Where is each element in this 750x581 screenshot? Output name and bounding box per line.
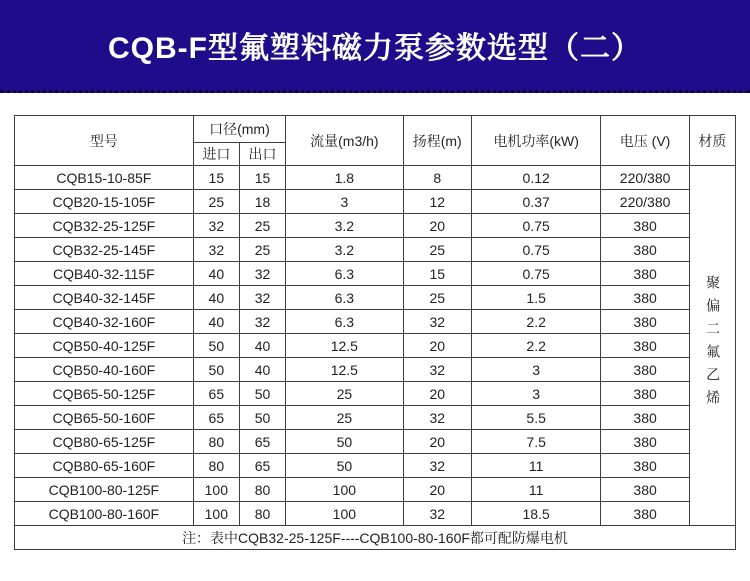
cell-head: 20 [403,214,471,238]
cell-power: 2.2 [471,310,601,334]
cell-model: CQB50-40-125F [15,334,194,358]
cell-voltage: 380 [601,238,689,262]
cell-head: 32 [403,502,471,526]
cell-power: 3 [471,382,601,406]
cell-inlet: 32 [193,214,239,238]
cell-head: 32 [403,358,471,382]
cell-outlet: 50 [239,406,285,430]
cell-head: 25 [403,286,471,310]
cell-outlet: 25 [239,214,285,238]
cell-model: CQB15-10-85F [15,166,194,190]
table-row [15,310,736,334]
table-row [15,166,736,190]
cell-voltage: 380 [601,310,689,334]
cell-head: 20 [403,382,471,406]
cell-flow: 100 [286,502,403,526]
cell-flow: 25 [286,382,403,406]
cell-power: 0.75 [471,262,601,286]
cell-inlet: 40 [193,286,239,310]
cell-head: 8 [403,166,471,190]
cell-model: CQB80-65-125F [15,430,194,454]
table-row [15,190,736,214]
cell-voltage: 380 [601,478,689,502]
cell-head: 20 [403,334,471,358]
cell-outlet: 80 [239,478,285,502]
cell-power: 5.5 [471,406,601,430]
cell-voltage: 380 [601,406,689,430]
table-note: 注：表中CQB32-25-125F----CQB100-80-160F都可配防爆电机 [15,526,736,550]
cell-inlet: 50 [193,334,239,358]
cell-inlet: 65 [193,406,239,430]
cell-power: 11 [471,454,601,478]
page-title: CQB-F型氟塑料磁力泵参数选型（二） [108,32,642,65]
cell-outlet: 32 [239,262,285,286]
cell-model: CQB32-25-125F [15,214,194,238]
cell-model: CQB40-32-145F [15,286,194,310]
table-row [15,478,736,502]
cell-outlet: 15 [239,166,285,190]
cell-inlet: 65 [193,382,239,406]
cell-flow: 6.3 [286,262,403,286]
cell-inlet: 25 [193,190,239,214]
cell-inlet: 40 [193,262,239,286]
col-header-inlet: 进口 [193,143,239,166]
table-row [15,406,736,430]
cell-head: 32 [403,406,471,430]
cell-head: 20 [403,478,471,502]
table-row [15,286,736,310]
cell-flow: 50 [286,454,403,478]
cell-outlet: 25 [239,238,285,262]
cell-model: CQB40-32-115F [15,262,194,286]
cell-flow: 12.5 [286,334,403,358]
cell-voltage: 220/380 [601,190,689,214]
col-header-head: 扬程(m) [403,116,471,166]
cell-head: 12 [403,190,471,214]
cell-inlet: 15 [193,166,239,190]
cell-voltage: 380 [601,454,689,478]
cell-power: 7.5 [471,430,601,454]
cell-outlet: 80 [239,502,285,526]
cell-head: 32 [403,454,471,478]
cell-inlet: 80 [193,430,239,454]
cell-inlet: 50 [193,358,239,382]
cell-model: CQB32-25-145F [15,238,194,262]
cell-voltage: 380 [601,286,689,310]
cell-inlet: 40 [193,310,239,334]
col-header-outlet: 出口 [239,143,285,166]
cell-flow: 3 [286,190,403,214]
cell-outlet: 18 [239,190,285,214]
col-header-motor-power: 电机功率(kW) [471,116,601,166]
cell-model: CQB65-50-125F [15,382,194,406]
table-row [15,502,736,526]
cell-flow: 3.2 [286,214,403,238]
cell-voltage: 380 [601,334,689,358]
cell-head: 20 [403,430,471,454]
cell-inlet: 100 [193,502,239,526]
cell-outlet: 40 [239,334,285,358]
col-header-voltage: 电压 (V) [601,116,689,166]
cell-head: 25 [403,238,471,262]
table-row [15,262,736,286]
cell-voltage: 220/380 [601,166,689,190]
material-vertical-text: 聚偏二氟乙烯 [705,275,722,413]
cell-power: 0.75 [471,238,601,262]
cell-flow: 12.5 [286,358,403,382]
cell-outlet: 65 [239,430,285,454]
pump-parameters-table [14,115,736,550]
cell-outlet: 32 [239,286,285,310]
cell-model: CQB100-80-125F [15,478,194,502]
cell-voltage: 380 [601,502,689,526]
cell-voltage: 380 [601,262,689,286]
cell-flow: 50 [286,430,403,454]
cell-inlet: 32 [193,238,239,262]
table-row [15,430,736,454]
col-header-flow: 流量(m3/h) [286,116,403,166]
table-row [15,238,736,262]
cell-power: 0.37 [471,190,601,214]
cell-model: CQB40-32-160F [15,310,194,334]
cell-outlet: 32 [239,310,285,334]
cell-flow: 100 [286,478,403,502]
cell-flow: 6.3 [286,310,403,334]
note-row [15,526,736,550]
cell-power: 11 [471,478,601,502]
col-header-diameter-group: 口径(mm) [193,116,285,143]
table-row [15,454,736,478]
table-row [15,214,736,238]
title-band [0,0,750,93]
cell-outlet: 50 [239,382,285,406]
col-header-material: 材质 [689,116,735,166]
cell-voltage: 380 [601,382,689,406]
table-row [15,334,736,358]
cell-head: 15 [403,262,471,286]
cell-power: 1.5 [471,286,601,310]
cell-model: CQB50-40-160F [15,358,194,382]
cell-flow: 3.2 [286,238,403,262]
cell-model: CQB100-80-160F [15,502,194,526]
cell-inlet: 80 [193,454,239,478]
cell-outlet: 40 [239,358,285,382]
cell-power: 18.5 [471,502,601,526]
cell-head: 32 [403,310,471,334]
cell-inlet: 100 [193,478,239,502]
cell-voltage: 380 [601,358,689,382]
cell-flow: 1.8 [286,166,403,190]
cell-flow: 6.3 [286,286,403,310]
table-row [15,382,736,406]
cell-model: CQB65-50-160F [15,406,194,430]
cell-power: 3 [471,358,601,382]
cell-power: 2.2 [471,334,601,358]
cell-power: 0.75 [471,214,601,238]
cell-voltage: 380 [601,214,689,238]
cell-power: 0.12 [471,166,601,190]
cell-material-merged [689,166,735,526]
cell-model: CQB20-15-105F [15,190,194,214]
col-header-model: 型号 [15,116,194,166]
cell-outlet: 65 [239,454,285,478]
table-row [15,358,736,382]
cell-model: CQB80-65-160F [15,454,194,478]
cell-voltage: 380 [601,430,689,454]
cell-flow: 25 [286,406,403,430]
